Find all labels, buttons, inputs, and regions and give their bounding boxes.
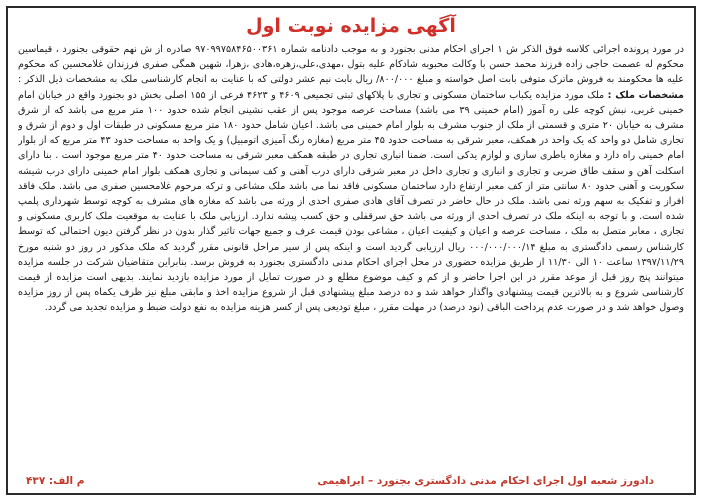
property-spec-label: مشخصات ملک : [607,89,684,101]
notice-frame [6,6,696,495]
notice-footer [18,471,684,489]
ad-code: م الف: ۴۳۷ [26,475,85,487]
notice-title: آگهی مزایده نوبت اول [246,15,456,37]
notice-body-part1: در مورد پرونده اجرائی کلاسه فوق الذکر ش ۱ اجرای احکام مدنی بجنورد و به موجب دادنامه شماره ۹۷۰۹۹۷۵۸۴۶۵۰۰۳۶۱ صادره از ش نهم حقوقی بجنورد ، قیماسین محکوم له عصمت حاجی زاده فرزند محمد حسن با وکالت محبوبه شادکام علیه بتول ،مهدی،علی،زهره،هادی ،زهرا، شهین همگی صفری فرزندان غلامحسین که محکوم علیه ها محکومند به فروش ماترک متوفی بابت اصل خواسته و مبلغ ۸۰۰/۰۰۰/ ریال بابت نیم عشر دولتی که با عنایت به انجام کارشناسی ملک به مشخصات ذیل الذکر : [18,44,684,86]
notice-body [18,42,684,471]
signature: دادورز شعبه اول اجرای احکام مدنی دادگستری بجنورد – ابراهیمی [317,475,654,487]
notice-body-part2: ملک مورد مزایده یکباب ساختمان مسکونی و تجاری با پلاکهای ثبتی تجمیعی ۴۶۰۹ و ۴۶۲۳ فرعی از ۱۵۵ اصلی بخش دو بجنورد واقع در خیابان امام خمینی غربی، نبش کوچه علی ره آموز (امام خمینی ۳۹ می باشد) مساحت عرصه موجود پس از عقب نشینی انجام شده حدود ۱۰۰ متر مربع می باشد که از شرق مشرف به خیابان ۲۰ متری و قسمتی از ملک از جنوب مشرف به بلوار امام خمینی می باشد. اعیان شامل حدود ۱۸۰ متر مربع مسکونی در طبقات اول و دوم از شرق و تجاری شامل دو واحد که یک واحد در همکف، معبر شرقی به مساحت حدود ۴۵ متر مربع (مغازه رنگ آمیزی اتومبیل) و یک واحد به مساحت حدود ۴۳ متر مربع که از بلوار امام خمینی راه دارد و مغازه باطری سازی و لوازم یدکی است. ضمنا انباری تجاری در طبقه همکف معبر شرقی به مساحت حدود ۴۰ متر مربع موجود است . بنا دارای اسکلت آهن و سقف طاق ضربی و تجاری و انباری و تجاری داخل در معبر شرقی دارای درب آهنی و کف سیمانی و تجاری همکف بلوار امام خمینی دارای درب شیشه سکوریت و آهنی حدود ۸۰ سانتی متر از کف معبر ارتفاع دارد ساختمان مسکونی فاقد نما می باشد ملک مشاعی و ترکه مرحوم غلامحسین صفری می باشد. ملک فاقد افراز و تفکیک به سهم ورثه نمی باشد. ملک در حال حاضر در تصرف آقای هادی صفری احدی از ورثه می باشد که مغازه های مشرف به کوچه توسط شهرداری پلمپ شده است. و با توجه به اینکه ملک در تصرف احدی از ورثه می باشد حق سرقفلی و حق کسب پیشه ندارد. ارزیابی ملک با عنایت به موقعیت ملک کاربری مسکونی و تجاری ، معابر متصل به ملک ، مساحت عرصه و اعیان و کیفیت اعیان ، مشاعی بودن قیمت عرف و جمیع جهات تاثیر گذار بدون در نظر گرفتن دیون احتمالی که توسط کارشناس رسمی دادگستری به مبلغ ۰۰۰/۰۰۰/۰۰۰/۱۴ ریال ارزیابی گردید است و اینکه پس از سیر مراحل قانونی مقرر گردید که ملک مذکور در روز دو شنبه مورخ ۱۳۹۷/۱۱/۲۹ ساعت ۱۰ الی ۱۱/۳۰ از طریق مزایده حضوری در محل اجرای احکام مدنی دادگستری بجنورد به فروش برسد. بنابراین متقاضیان شرکت در جلسه مزایده میتوانند پنج روز قبل از موعد مقرر در این اجرا حاضر و از کم و کیف موضوع مطلع و در صورت تمایل از مورد مزایده بازدید نمایند. بدیهی است مزایده از قیمت کارشناسی شروع و به بالاترین قیمت پیشنهادی واگذار خواهد شد و ده درصد مبلغ پیشنهادی قبل از شروع مزایده اخذ و مابقی مبلغ نیز ظرف یکماه پس از روز مزایده وصول خواهد شد و در صورت عدم پرداخت الباقی (نود درصد) در مهلت مقرر ، مبلغ تودیعی پس از کسر هزینه مزایده به نفع دولت ضبط و مزایده تجدید می گردد. [18,89,684,314]
